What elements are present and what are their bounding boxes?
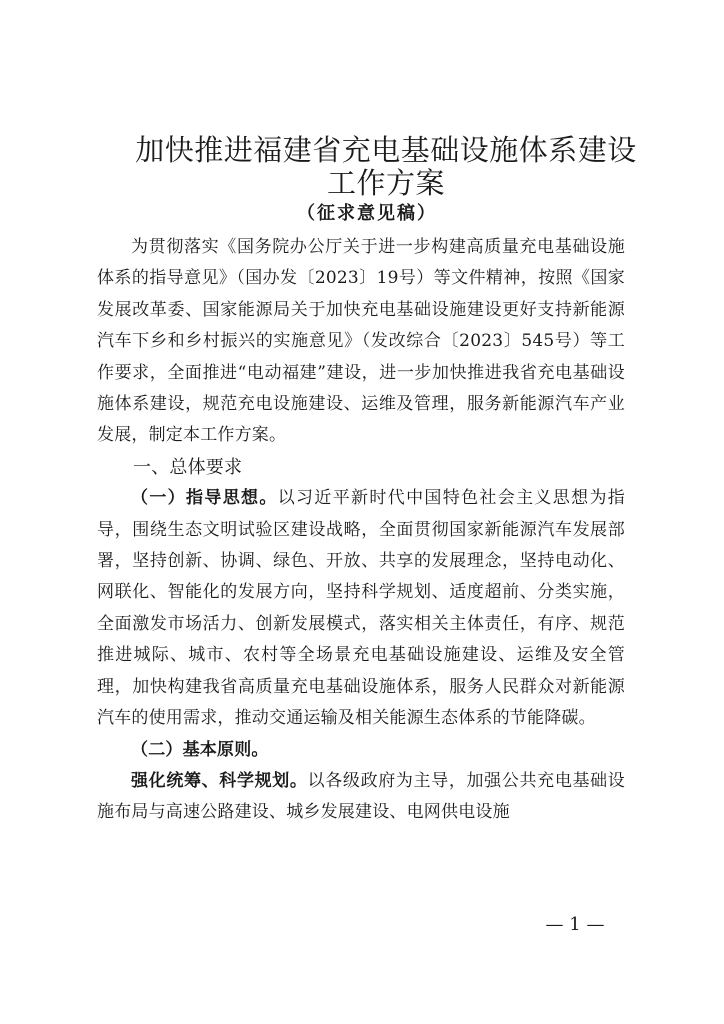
draft-subtitle: （征求意见稿） [297,203,437,224]
document-body [97,232,625,829]
document-title-line-1: 加快推进福建省充电基础设施体系建设 [135,133,637,167]
principle-label: 强化统筹、科学规划。 [131,770,308,791]
guiding-text: 以习近平新时代中国特色社会主义思想为指导，围绕生态文明试验区建设战略，全面贯彻国家新能源汽车发展部署，坚持创新、协调、绿色、开放、共享的发展理念，坚持电动化、网联化、智能化的发展方向，坚持科学规划、适度超前、分类实施，全面激发市场活力、创新发展模式，落实相关主体责任，有序、规范推进城际、城市、农村等全场景充电基础设施建设、运维及安全管理，加快构建我省高质量充电基础设施体系，服务人民群众对新能源汽车的使用需求，推动交通运输及相关能源生态体系的节能降碳。 [97,488,625,729]
principle-text: 以各级政府为主导，加强公共充电基础设施布局与高速公路建设、城乡发展建设、电网供电设施 [97,770,625,823]
principles-paragraph [97,735,625,766]
intro-paragraph: 为贯彻落实《国务院办公厅关于进一步构建高质量充电基础设施体系的指导意见》（国办发〔2023〕19号）等文件精神，按照《国家发展改革委、国家能源局关于加快充电基础设施建设更好支持新能源汽车下乡和乡村振兴的实施意见》（发改综合〔2023〕545号）等工作要求，全面推进“电动福建”建设，进一步加快推进我省充电基础设施体系建设，规范充电设施建设、运维及管理，服务新能源汽车产业发展，制定本工作方案。 [97,237,625,446]
guiding-label: （一）指导思想。 [131,488,278,509]
principles-label: （二）基本原则。 [131,739,269,760]
principle-paragraph [97,766,625,829]
document-title-line-2: 工作方案 [326,166,445,200]
page-number: — 1 — [545,914,605,935]
section-heading: 一、总体要求 [133,456,243,478]
guiding-paragraph [97,483,625,734]
